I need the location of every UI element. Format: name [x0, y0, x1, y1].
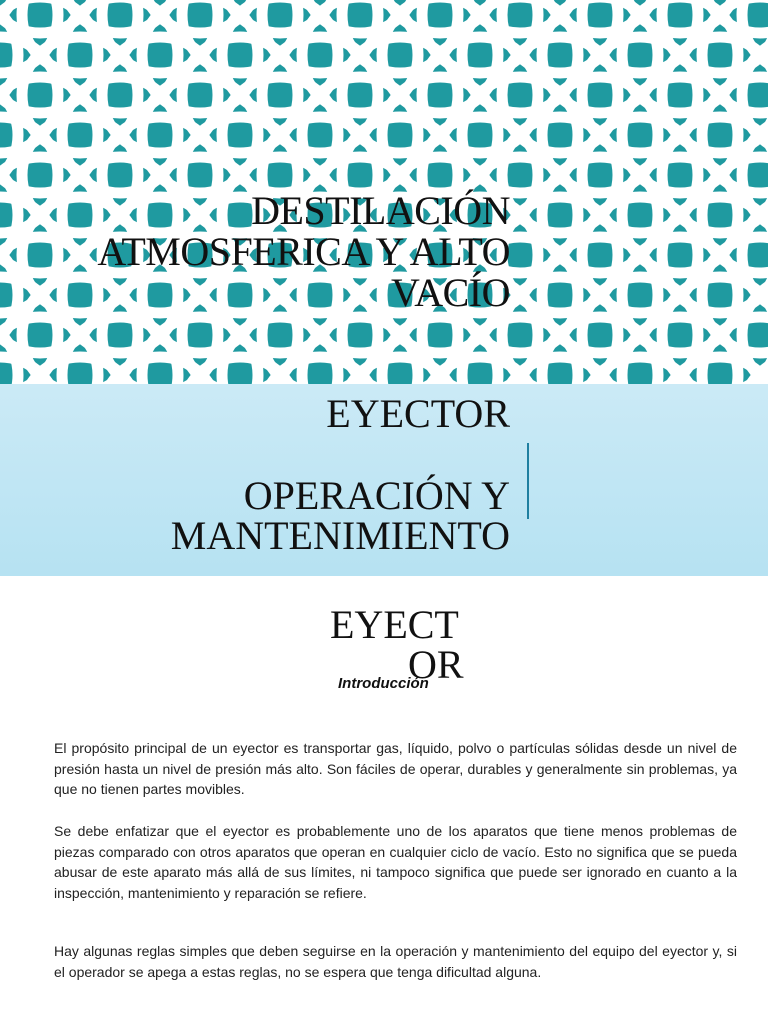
- paragraph-2: Se debe enfatizar que el eyector es probablemente uno de los aparatos que tiene menos problemas de piezas comparado con otros aparatos que operan en cualquier ciclo de vacío. Esto no significa que se pueda abusar de este aparato más allá de sus límites, ni tampoco significa que puede ser ignorado en cuanto a la inspección, mantenimiento y reparación se refiere.: [54, 823, 737, 901]
- intro-label: Introducción: [338, 675, 429, 692]
- subtitle-eyector: EYECTOR: [326, 391, 510, 436]
- slide-title: DESTILACIÓN ATMOSFERICA Y ALTO VACÍO: [97, 188, 510, 315]
- heading-part-1: EYECT: [330, 602, 459, 647]
- subtitle-operacion: OPERACIÓN Y MANTENIMIENTO: [170, 473, 510, 558]
- heading-part-2: OR: [408, 642, 464, 687]
- document-heading: [330, 602, 470, 687]
- paragraph-1: El propósito principal de un eyector es transportar gas, líquido, polvo o partículas sólidas desde un nivel de presión hasta un nivel de presión más alto. Son fáciles de operar, durables y generalmente sin problemas, ya que no tienen partes movibles.: [54, 740, 737, 797]
- paragraph-3: Hay algunas reglas simples que deben seguirse en la operación y mantenimiento del equipo del eyector y, si el operador se apega a estas reglas, no se espera que tenga dificultad alguna.: [54, 943, 737, 980]
- vertical-divider: [527, 443, 529, 519]
